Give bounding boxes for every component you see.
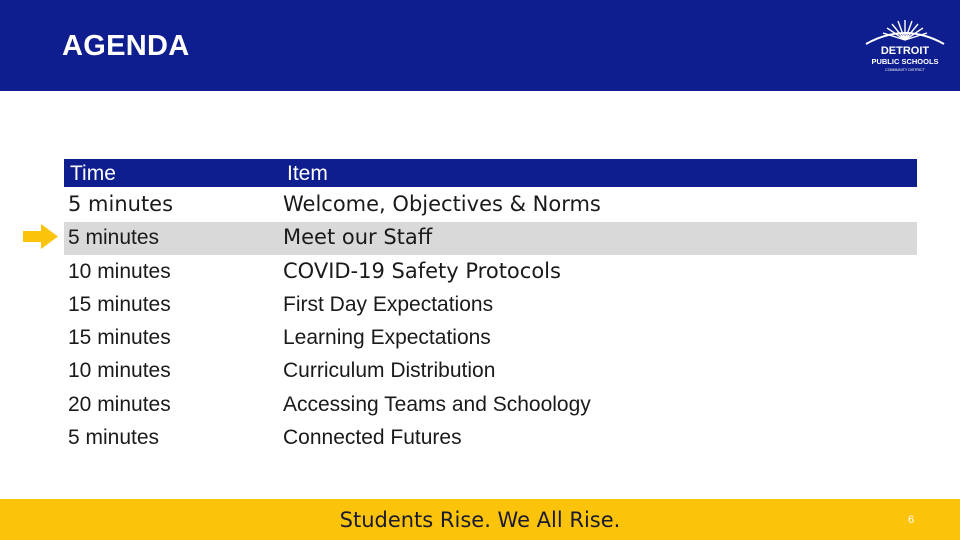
logo-name: DETROIT xyxy=(880,45,930,57)
row-time: 15 minutes xyxy=(68,293,171,316)
tagline: Students Rise. We All Rise. xyxy=(339,508,621,532)
table-row xyxy=(64,289,917,322)
row-item: Connected Futures xyxy=(283,426,462,449)
table-row xyxy=(64,322,917,355)
row-item: Curriculum Distribution xyxy=(283,359,496,382)
table-row xyxy=(64,422,917,455)
row-time: 10 minutes xyxy=(68,260,171,283)
table-header xyxy=(64,159,917,187)
table-row xyxy=(64,355,917,388)
footer-bar xyxy=(0,499,960,540)
logo-line2: PUBLIC SCHOOLS xyxy=(871,57,939,66)
district-logo xyxy=(862,14,948,80)
table-row xyxy=(64,256,917,289)
table-row xyxy=(64,389,917,422)
row-item: Meet our Staff xyxy=(283,225,433,249)
row-time: 5 minutes xyxy=(68,426,160,449)
column-header-time: Time xyxy=(70,162,116,185)
slide-title: AGENDA xyxy=(62,30,190,62)
row-time: 5 minutes xyxy=(68,226,160,249)
row-item: Welcome, Objectives & Norms xyxy=(283,192,601,216)
table-row xyxy=(64,189,917,222)
header-bar xyxy=(0,0,960,91)
slide-number: 6 xyxy=(908,514,915,526)
sunburst-logo-icon xyxy=(862,14,948,80)
row-time: 20 minutes xyxy=(68,393,171,416)
row-item: COVID-19 Safety Protocols xyxy=(283,259,561,283)
row-time: 15 minutes xyxy=(68,326,171,349)
row-item: Accessing Teams and Schoology xyxy=(283,393,591,416)
row-item: First Day Expectations xyxy=(283,293,494,316)
row-time: 5 minutes xyxy=(68,192,174,216)
table-row-current xyxy=(64,222,917,255)
arrow-right-icon xyxy=(22,223,59,250)
logo-line3: COMMUNITY DISTRICT xyxy=(885,68,925,72)
row-item: Learning Expectations xyxy=(283,326,491,349)
column-header-item: Item xyxy=(287,162,328,185)
row-time: 10 minutes xyxy=(68,359,171,382)
